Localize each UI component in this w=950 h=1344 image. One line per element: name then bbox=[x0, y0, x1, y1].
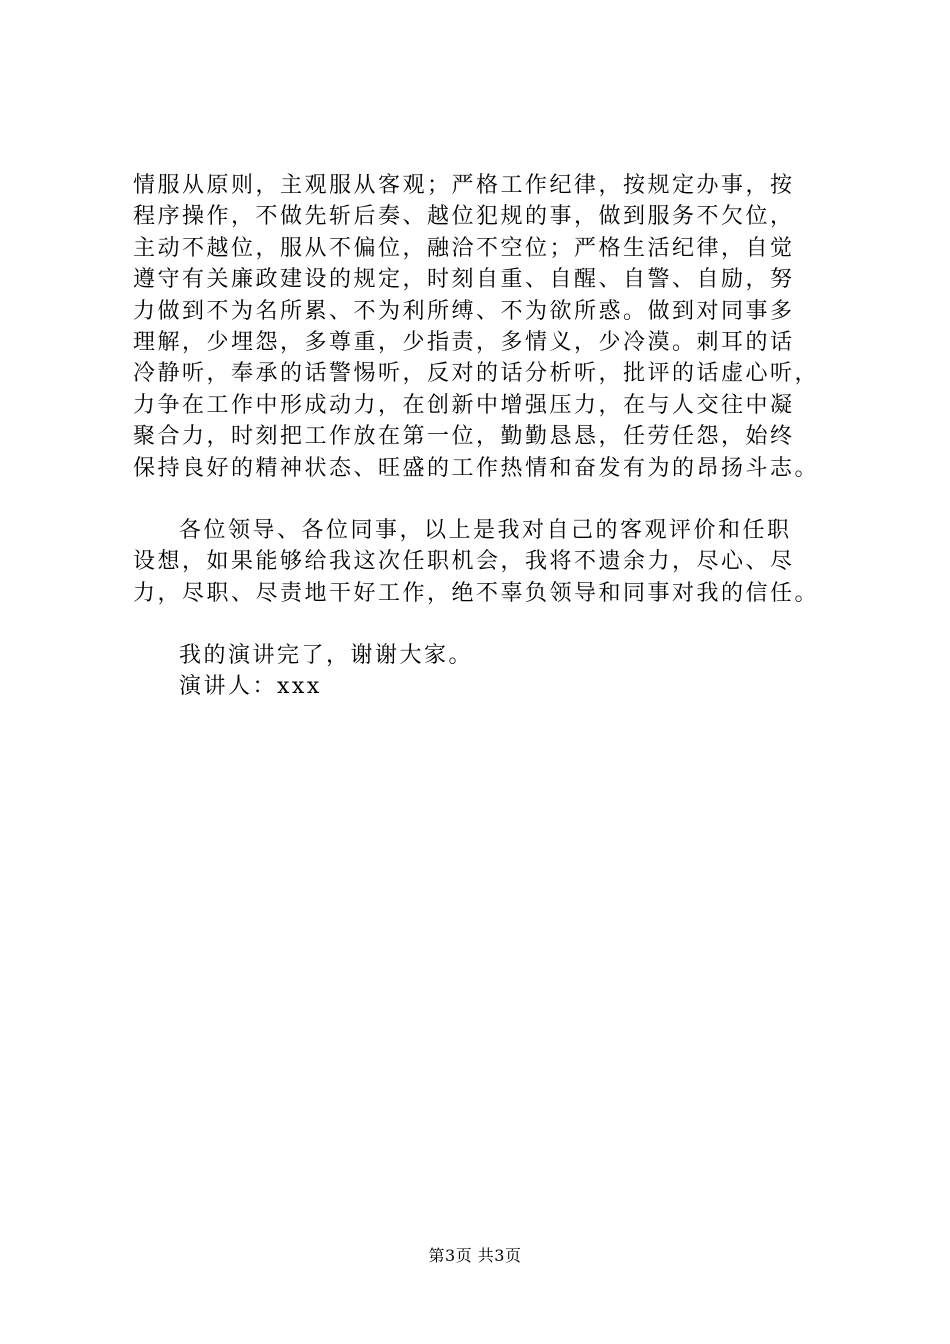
speaker-line: 演讲人：xxx bbox=[179, 674, 322, 700]
text-line: 保持良好的精神状态、旺盛的工作热情和奋发有为的昂扬斗志。 bbox=[133, 455, 820, 481]
text-line: 理解，少埋怨，多尊重，少指责，多情义，少冷漠。刺耳的话 bbox=[133, 329, 795, 355]
text-line: 冷静听，奉承的话警惕听，反对的话分析听，批评的话虚心听， bbox=[133, 361, 820, 387]
paragraph-spacer bbox=[133, 484, 853, 515]
text-line: 力做到不为名所累、不为利所缚、不为欲所惑。做到对同事多 bbox=[133, 298, 795, 324]
closing-line: 我的演讲完了，谢谢大家。 bbox=[179, 643, 474, 669]
paragraph-discipline bbox=[133, 170, 853, 484]
document-body bbox=[133, 170, 853, 703]
text-line: 主动不越位，服从不偏位，融洽不空位；严格生活纪律，自觉 bbox=[133, 235, 795, 261]
text-line: 情服从原则，主观服从客观；严格工作纪律，按规定办事，按 bbox=[133, 173, 795, 198]
page-footer bbox=[0, 1243, 950, 1266]
page-indicator: 第3页 共3页 bbox=[428, 1246, 522, 1265]
text-line: 力，尽职、尽责地干好工作，绝不辜负领导和同事对我的信任。 bbox=[133, 580, 820, 606]
text-line: 力争在工作中形成动力，在创新中增强压力，在与人交往中凝 bbox=[133, 392, 795, 418]
text-line: 程序操作，不做先斩后奏、越位犯规的事，做到服务不欠位， bbox=[133, 204, 795, 230]
paragraph-commitment bbox=[133, 515, 853, 609]
text-line: 聚合力，时刻把工作放在第一位，勤勤恳恳，任劳任怨，始终 bbox=[133, 424, 795, 450]
text-line: 遵守有关廉政建设的规定，时刻自重、自醒、自警、自励，努 bbox=[133, 267, 795, 293]
paragraph-spacer bbox=[133, 609, 853, 640]
text-line: 设想，如果能够给我这次任职机会，我将不遗余力，尽心、尽 bbox=[133, 549, 795, 575]
text-line: 各位领导、各位同事，以上是我对自己的客观评价和任职 bbox=[179, 517, 792, 543]
